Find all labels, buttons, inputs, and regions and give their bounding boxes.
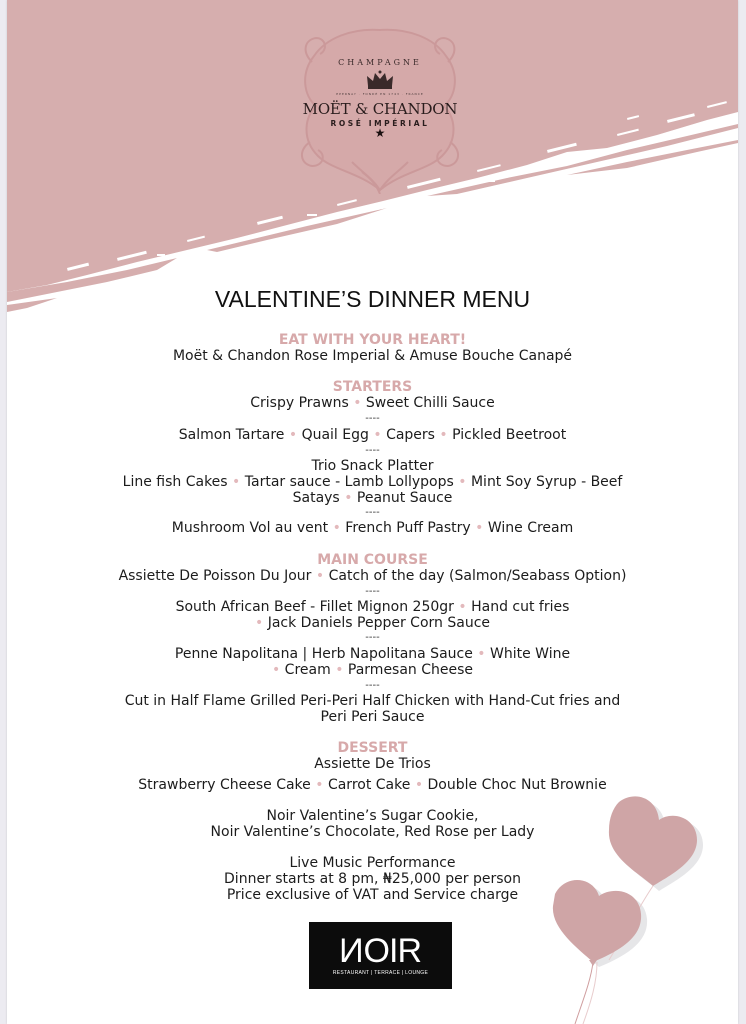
menu-item: Noir Valentine’s Sugar Cookie, xyxy=(266,808,479,824)
menu-item: Assiette De Poisson Du Jour • Catch of the day (Salmon/Seabass Option) xyxy=(118,568,627,584)
bullet-icon: • xyxy=(458,474,467,490)
star-icon: ★ xyxy=(374,126,386,140)
bullet-icon: • xyxy=(439,427,448,443)
menu-item-title: Trio Snack Platter xyxy=(311,458,434,474)
bullet-icon: • xyxy=(232,474,241,490)
menu-item: Salmon Tartare • Quail Egg • Capers • Pickled Beetroot xyxy=(178,427,567,443)
menu-item: Peri Peri Sauce xyxy=(320,709,425,725)
page-title: VALENTINE’S DINNER MENU xyxy=(214,286,531,312)
bullet-icon: • xyxy=(315,777,324,793)
separator: ---- xyxy=(365,632,380,643)
bullet-icon: • xyxy=(373,427,382,443)
noir-logo xyxy=(309,922,452,989)
section-heading-dessert: DESSERT xyxy=(337,740,408,756)
footer-line: Live Music Performance xyxy=(289,855,456,871)
separator: ---- xyxy=(365,413,380,424)
bullet-icon: • xyxy=(353,395,362,411)
bullet-icon: • xyxy=(271,662,281,678)
menu-item: Mushroom Vol au vent • French Puff Pastry • Wine Cream xyxy=(171,520,574,536)
logo-champagne-text: CHAMPAGNE xyxy=(338,58,422,67)
menu-page xyxy=(7,0,738,1024)
bullet-icon: • xyxy=(335,662,344,678)
menu-item: Strawberry Cheese Cake • Carrot Cake • Double Choc Nut Brownie xyxy=(138,777,607,793)
menu-item: Noir Valentine’s Chocolate, Red Rose per Lady xyxy=(210,824,535,840)
menu-item: • Cream • Parmesan Cheese xyxy=(271,662,474,678)
logo-brand: MOËT & CHANDON xyxy=(302,100,458,118)
menu-item: South African Beef - Fillet Mignon 250gr • Hand cut fries xyxy=(175,599,570,615)
heart-balloons-icon xyxy=(547,790,717,1024)
crown-icon xyxy=(365,70,395,90)
menu-item: • Jack Daniels Pepper Corn Sauce xyxy=(254,615,491,631)
logo-fine-print: EPERNAY · FONDÉ EN 1743 · FRANCE xyxy=(336,92,424,96)
bullet-icon: • xyxy=(414,777,424,793)
menu-item: Line fish Cakes • Tartar sauce - Lamb Lollypops • Mint Soy Syrup - Beef xyxy=(122,474,623,490)
bullet-icon: • xyxy=(458,599,467,615)
noir-tagline: RESTAURANT | TERRACE | LOUNGE xyxy=(332,970,429,976)
separator: ---- xyxy=(365,445,380,456)
menu-item: Satays • Peanut Sauce xyxy=(292,490,453,506)
menu-item: Moët & Chandon Rose Imperial & Amuse Bouche Canapé xyxy=(172,348,573,364)
section-heading-welcome: EAT WITH YOUR HEART! xyxy=(278,332,467,348)
bullet-icon: • xyxy=(475,520,484,536)
bullet-icon: • xyxy=(344,490,353,506)
bullet-icon: • xyxy=(315,568,325,584)
logo-subtitle: ROSÉ IMPÉRIAL xyxy=(330,119,430,128)
separator: ---- xyxy=(365,680,380,691)
section-heading-main: MAIN COURSE xyxy=(317,552,428,568)
separator: ---- xyxy=(365,507,380,518)
separator: ---- xyxy=(365,586,380,597)
bullet-icon: • xyxy=(477,646,486,662)
menu-item: Penne Napolitana | Herb Napolitana Sauce • White Wine xyxy=(174,646,571,662)
noir-wordmark: NOIR xyxy=(339,932,421,970)
bullet-icon: • xyxy=(332,520,341,536)
menu-item: Cut in Half Flame Grilled Peri-Peri Half Chicken with Hand-Cut fries and xyxy=(124,693,621,709)
bullet-icon: • xyxy=(288,427,298,443)
menu-item: Crispy Prawns • Sweet Chilli Sauce xyxy=(250,395,495,411)
menu-item-title: Assiette De Trios xyxy=(314,756,431,772)
bullet-icon: • xyxy=(254,615,264,631)
moet-chandon-logo xyxy=(292,22,468,194)
footer-line: Dinner starts at 8 pm, ₦25,000 per person xyxy=(224,871,521,887)
footer-line: Price exclusive of VAT and Service charge xyxy=(226,887,519,903)
section-heading-starters: STARTERS xyxy=(332,379,413,395)
